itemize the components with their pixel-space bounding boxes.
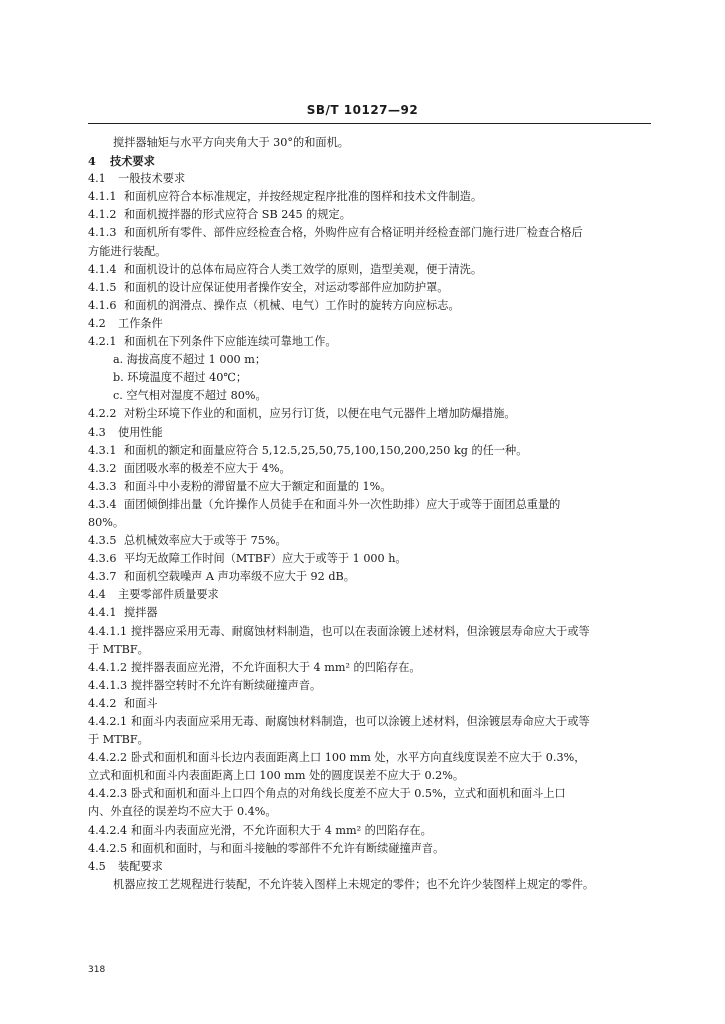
text-line — [88, 170, 651, 188]
header-rule — [88, 123, 651, 124]
clause-text: 和面机搅拌器的形式应符合 SB 245 的规定。 — [124, 208, 351, 222]
text-line — [88, 496, 651, 514]
text-line — [88, 261, 651, 279]
text-line — [88, 315, 651, 333]
clause-number: 4.1.5 — [88, 280, 117, 294]
text-line — [88, 713, 651, 731]
clause-number: 4.3.7 — [88, 570, 117, 584]
text-line — [88, 803, 651, 821]
clause-text: 机器应按工艺规程进行装配，不允许装入图样上未规定的零件；也不允许少装图样上规定的零件。 — [113, 877, 595, 891]
text-line — [88, 586, 651, 604]
clause-text: 和面机的额定和面量应符合 5,12.5,25,50,75,100,150,200,250 kg 的任一种。 — [124, 443, 528, 457]
text-line — [88, 387, 651, 405]
clause-number: 4 — [88, 154, 96, 169]
text-line — [88, 858, 651, 876]
text-line — [88, 224, 651, 242]
text-line — [88, 641, 651, 659]
clause-number: 4.5 — [88, 859, 106, 873]
clause-text: 和面机和面时，与和面斗接触的零部件不允许有断续碰撞声音。 — [131, 841, 445, 855]
clause-text: 对粉尘环境下作业的和面机，应另行订货，以便在电气元器件上增加防爆措施。 — [124, 407, 516, 421]
clause-number: 4.2.2 — [88, 407, 117, 421]
clause-number: 4.2.1 — [88, 335, 117, 349]
text-line — [88, 785, 651, 803]
clause-text: 和面斗中小麦粉的滞留量不应大于额定和面量的 1%。 — [124, 479, 392, 493]
clause-text: 立式和面机和面斗内表面距离上口 100 mm 处的圆度误差不应大于 0.2%。 — [88, 769, 465, 783]
text-line — [88, 568, 651, 586]
clause-text: 使用性能 — [118, 425, 163, 439]
clause-number: 4.4.1.3 — [88, 678, 128, 692]
text-line — [88, 514, 651, 532]
clause-text: 装配要求 — [118, 859, 163, 873]
text-line — [88, 532, 651, 550]
clause-text: 和面机空载噪声 A 声功率级不应大于 92 dB。 — [124, 570, 355, 584]
standard-header: SB/T 10127—92 — [306, 103, 419, 117]
clause-text: a. 海拔高度不超过 1 000 m； — [113, 353, 267, 367]
clause-text: 技术要求 — [110, 154, 155, 169]
text-line — [88, 279, 651, 297]
clause-number: 4.1.1 — [88, 190, 117, 204]
text-line — [88, 749, 651, 767]
text-line — [88, 478, 651, 496]
clause-number: 4.1.2 — [88, 208, 117, 222]
clause-text: 和面机应符合本标准规定，并按经规定程序批准的图样和技术文件制造。 — [124, 190, 483, 204]
clause-text: 卧式和面机和面斗长边内表面距离上口 100 mm 处，水平方向直线度误差不应大于 0.3%， — [131, 751, 586, 765]
text-line — [88, 134, 651, 152]
text-line — [88, 731, 651, 749]
clause-text: 于 MTBF。 — [88, 733, 149, 747]
text-line — [88, 604, 651, 622]
clause-text: 于 MTBF。 — [88, 642, 149, 656]
text-line — [88, 369, 651, 387]
clause-text: 面团吸水率的极差不应大于 4%。 — [124, 461, 291, 475]
clause-text: 总机械效率应大于或等于 75%。 — [124, 534, 287, 548]
clause-text: c. 空气相对湿度不超过 80%。 — [113, 389, 267, 403]
text-line — [88, 351, 651, 369]
text-line — [88, 623, 651, 641]
clause-number: 4.4.1.1 — [88, 624, 128, 638]
clause-text: 搅拌器轴矩与水平方向夹角大于 30°的和面机。 — [113, 136, 349, 149]
clause-text: 和面机设计的总体布局应符合人类工效学的原则，造型美观，便于清洗。 — [124, 262, 483, 276]
clause-text: 面团倾倒排出量（允许操作人员徒手在和面斗外一次性助排）应大于或等于面团总重量的 — [124, 497, 561, 511]
text-line — [88, 405, 651, 423]
text-line — [88, 767, 651, 785]
text-line — [88, 677, 651, 695]
clause-number: 4.3.5 — [88, 534, 117, 548]
text-line — [88, 243, 651, 261]
clause-number: 4.4.2.5 — [88, 841, 128, 855]
clause-number: 4.3.3 — [88, 479, 117, 493]
text-line — [88, 206, 651, 224]
clause-number: 4.4.1 — [88, 606, 117, 620]
text-line — [88, 840, 651, 858]
clause-text: 80%。 — [88, 515, 125, 529]
clause-number: 4.4 — [88, 588, 106, 602]
clause-number: 4.3.1 — [88, 443, 117, 457]
clause-number: 4.4.2.3 — [88, 787, 128, 801]
clause-text: 和面机在下列条件下应能连续可靠地工作。 — [124, 335, 337, 349]
clause-text: 一般技术要求 — [118, 172, 186, 186]
clause-number: 4.3.6 — [88, 552, 117, 566]
clause-number: 4.4.2.4 — [88, 823, 128, 837]
clause-text: 搅拌器表面应光滑，不允许面积大于 4 mm² 的凹陷存在。 — [131, 660, 421, 674]
text-line — [88, 695, 651, 713]
clause-number: 4.2 — [88, 316, 106, 330]
clause-text: 卧式和面机和面斗上口四个角点的对角线长度差不应大于 0.5%，立式和面机和面斗上口 — [131, 787, 566, 801]
text-line — [88, 822, 651, 840]
clause-number: 4.1.4 — [88, 262, 117, 276]
text-line — [88, 424, 651, 442]
clause-text: 搅拌器空转时不允许有断续碰撞声音。 — [131, 678, 322, 692]
clause-text: 和面斗 — [124, 696, 158, 710]
document-body — [88, 134, 651, 894]
clause-text: 平均无故障工作时间（MTBF）应大于或等于 1 000 h。 — [124, 552, 407, 566]
text-line — [88, 297, 651, 315]
clause-number: 4.3.2 — [88, 461, 117, 475]
clause-number: 4.3.4 — [88, 497, 117, 511]
clause-text: 和面斗内表面应光滑，不允许面积大于 4 mm² 的凹陷存在。 — [131, 823, 432, 837]
clause-text: 内、外直径的误差均不应大于 0.4%。 — [88, 805, 277, 819]
text-line — [88, 188, 651, 206]
clause-text: b. 环境温度不超过 40℃； — [113, 371, 248, 385]
clause-number: 4.1.6 — [88, 298, 117, 312]
clause-number: 4.4.1.2 — [88, 660, 128, 674]
clause-number: 4.4.2.2 — [88, 751, 128, 765]
clause-number: 4.4.2 — [88, 696, 117, 710]
clause-text: 搅拌器 — [124, 606, 158, 620]
clause-number: 4.1.3 — [88, 226, 117, 240]
clause-number: 4.1 — [88, 172, 106, 186]
clause-text: 和面斗内表面应采用无毒、耐腐蚀材料制造，也可以涂镀上述材料，但涂镀层寿命应大于或等 — [131, 715, 590, 728]
clause-text: 主要零部件质量要求 — [118, 588, 219, 602]
text-line — [88, 460, 651, 478]
clause-text: 方能进行装配。 — [88, 244, 167, 258]
clause-text: 和面机的润滑点、操作点（机械、电气）工作时的旋转方向应标志。 — [124, 298, 460, 312]
text-line — [88, 152, 651, 170]
clause-text: 工作条件 — [118, 316, 163, 330]
text-line — [88, 442, 651, 460]
text-line — [88, 876, 651, 894]
text-line — [88, 550, 651, 568]
clause-text: 搅拌器应采用无毒、耐腐蚀材料制造，也可以在表面涂镀上述材料，但涂镀层寿命应大于或等 — [131, 624, 590, 638]
clause-text: 和面机的设计应保证使用者操作安全，对运动零部件应加防护罩。 — [124, 280, 449, 294]
page-number: 318 — [88, 965, 106, 975]
clause-text: 和面机所有零件、部件应经检查合格，外购件应有合格证明并经检查部门施行进厂检查合格后 — [124, 226, 583, 240]
text-line — [88, 659, 651, 677]
clause-number: 4.4.2.1 — [88, 715, 128, 728]
clause-number: 4.3 — [88, 425, 106, 439]
text-line — [88, 333, 651, 351]
